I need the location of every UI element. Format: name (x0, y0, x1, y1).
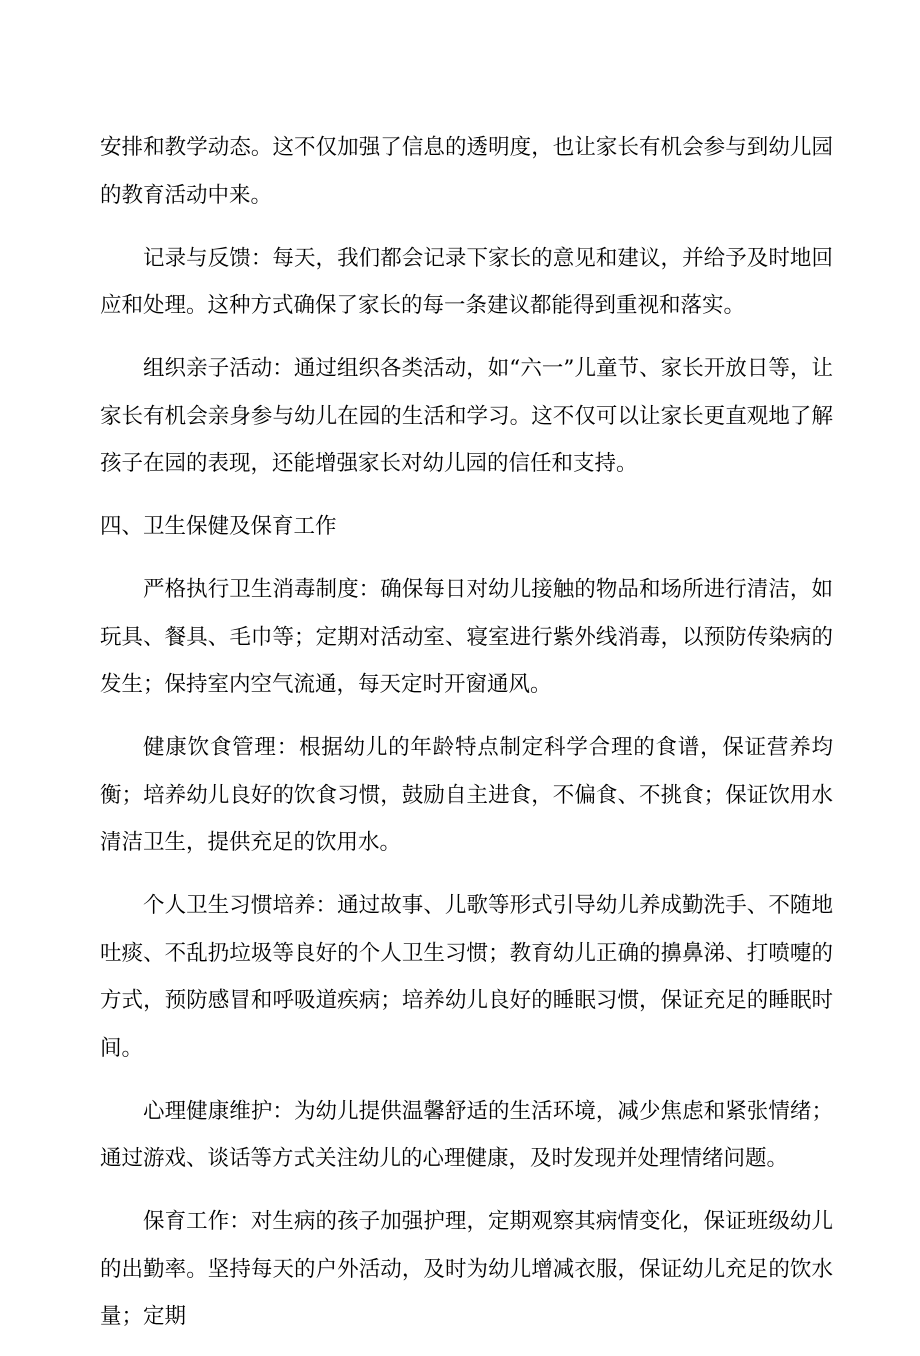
paragraph-disinfection: 严格执行卫生消毒制度：确保每日对幼儿接触的物品和场所进行清洁，如玩具、餐具、毛巾等；定期对活动室、寝室进行紫外线消毒，以预防传染病的发生；保持室内空气流通，每天定时开窗通风。 (100, 577, 833, 697)
paragraph-parent-child-activities: 组织亲子活动：通过组织各类活动，如“六一”儿童节、家长开放日等，让家长有机会亲身参与幼儿在园的生活和学习。这不仅可以让家长更直观地了解孩子在园的表现，还能增强家长对幼儿园的信任和支持。 (100, 356, 833, 476)
paragraph-mental-health: 心理健康维护：为幼儿提供温馨舒适的生活环境，减少焦虑和紧张情绪；通过游戏、谈话等方式关注幼儿的心理健康，及时发现并处理情绪问题。 (100, 1098, 833, 1171)
paragraph-care-work: 保育工作：对生病的孩子加强护理，定期观察其病情变化，保证班级幼儿的出勤率。坚持每天的户外活动，及时为幼儿增减衣服，保证幼儿充足的饮水量；定期 (100, 1209, 833, 1329)
section-heading: 四、卫生保健及保育工作 (100, 514, 337, 539)
paragraph-feedback: 记录与反馈：每天，我们都会记录下家长的意见和建议，并给予及时地回应和处理。这种方式确保了家长的每一条建议都能得到重视和落实。 (100, 245, 833, 318)
document-body (100, 124, 833, 1356)
paragraph-continued: 安排和教学动态。这不仅加强了信息的透明度，也让家长有机会参与到幼儿园的教育活动中来。 (100, 135, 833, 208)
paragraph-diet: 健康饮食管理：根据幼儿的年龄特点制定科学合理的食谱，保证营养均衡；培养幼儿良好的饮食习惯，鼓励自主进食，不偏食、不挑食；保证饮用水清洁卫生，提供充足的饮用水。 (100, 735, 833, 855)
paragraph-hygiene-habits: 个人卫生习惯培养：通过故事、儿歌等形式引导幼儿养成勤洗手、不随地吐痰、不乱扔垃圾等良好的个人卫生习惯；教育幼儿正确的擤鼻涕、打喷嚏的方式，预防感冒和呼吸道疾病；培养幼儿良好的睡眠习惯，保证充足的睡眠时间。 (100, 893, 833, 1061)
